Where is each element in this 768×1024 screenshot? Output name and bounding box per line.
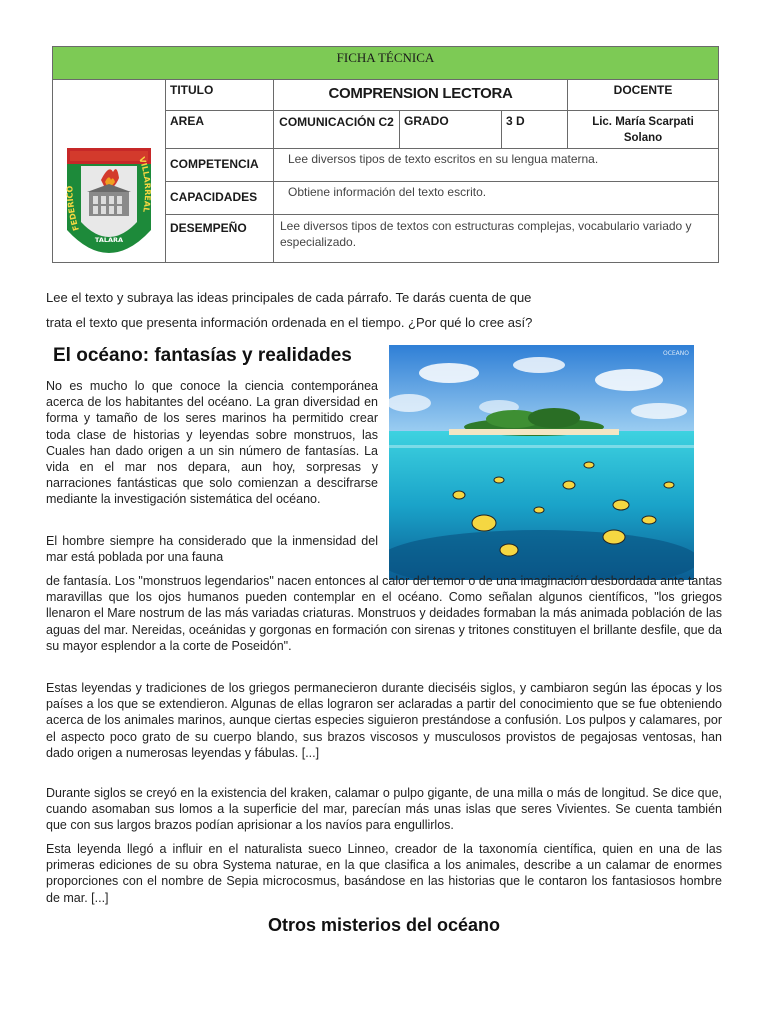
titulo-value: COMPRENSION LECTORA <box>274 80 568 110</box>
article-title: El océano: fantasías y realidades <box>53 345 352 366</box>
area-value: COMUNICACIÓN C2 <box>274 111 400 148</box>
section-subtitle: Otros misterios del océano <box>267 915 501 935</box>
row-competencia <box>166 149 718 182</box>
paragraph-1: No es mucho lo que conoce la ciencia contemporánea acerca de los habitantes del océano. La gran diversidad en forma y tamaño de los seres marinos ha permitido crear toda clase de historias y leyendas sobre monstruos, las Cuales han dado origen a un sin número de fantasías. La vida en el mar nos depara, aun hoy, sorpresas y narraciones fantásticas que solo comienzan a descifrarse mediante la investigación sistemática del océano. <box>46 379 378 507</box>
row-capacidades <box>166 182 718 215</box>
crest-text-left: FEDERICO <box>65 185 81 232</box>
competencia-label: COMPETENCIA <box>166 149 274 181</box>
ocean-photo <box>389 345 694 580</box>
capacidades-label: CAPACIDADES <box>166 182 274 214</box>
school-logo-cell <box>53 80 166 262</box>
capacidades-value: Obtiene información del texto escrito. <box>288 185 487 199</box>
desempeno-label: DESEMPEÑO <box>166 215 274 262</box>
paragraph-4: Durante siglos se creyó en la existencia del kraken, calamar o pulpo gigante, de una milla o más de longitud. Se dice que, cuando asomaban sus lomos a la superficie del mar, parecían más unas islas que seres Vivientes. Se cuenta también que con sus largos brazos podían aprisionar a los navíos para engullirlos. <box>46 786 722 833</box>
row-area <box>166 111 718 149</box>
ficha-grid <box>166 80 718 262</box>
paragraph-2b: de fantasía. Los "monstruos legendarios" nacen entonces al calor del temor o de una imaginación desbordada ante tantas maravillas que los ojos humanos pueden contemplar en el océano. Como señalan algunos científicos, "los griegos llenaron el Mare nostrum de las más variadas criaturas. Monstruos y deidades formaban la más animada población de las aguas del mar. Nereidas, oceánidas y gorgonas en formación con sirenas y tritones constituyen el brillante desfile, que da su mayor esplendor a la corte de Poseidón". <box>46 574 722 653</box>
crest-text-bottom: TALARA <box>94 236 124 244</box>
row-desempeno <box>166 215 718 262</box>
instructions-line-2: trata el texto que presenta información ordenada en el tiempo. ¿Por qué lo cree así? <box>46 315 533 330</box>
school-crest-icon <box>53 80 165 262</box>
photo-watermark: OCEANO <box>662 350 689 357</box>
ocean-island-fish-image <box>389 345 694 580</box>
desempeno-value: Lee diversos tipos de textos con estructuras complejas, vocabulario variado y especializado. <box>280 219 692 249</box>
paragraph-2a: El hombre siempre ha considerado que la inmensidad del mar está poblada por una fauna <box>46 534 378 565</box>
grado-label: GRADO <box>400 111 502 148</box>
competencia-value: Lee diversos tipos de texto escritos en su lengua materna. <box>288 152 599 166</box>
paragraph-5: Esta leyenda llegó a influir en el naturalista sueco Linneo, creador de la taxonomía científica, quien en una de las primeras ediciones de su obra Systema naturae, en la que clasifica a los animales, describe a un calamar de enormes proporciones con el nombre de Sepia microcosmus, basándose en las historias que le contaron los fantasiosos hombre de mar. [...] <box>46 842 722 905</box>
ficha-tecnica-table <box>52 46 719 263</box>
crest-text-right: VILLARREAL <box>137 155 153 213</box>
ficha-heading: FICHA TÉCNICA <box>53 47 718 80</box>
area-label: AREA <box>166 111 274 148</box>
docente-label: DOCENTE <box>613 83 673 97</box>
row-titulo <box>166 80 718 111</box>
paragraph-3: Estas leyendas y tradiciones de los griegos permanecieron durante dieciséis siglos, y cambiaron según las épocas y los países a los que se extendieron. Algunas de ellas lograron ser aclaradas a partir del conocimiento que se fue obteniendo acerca de los animales marinos, aunque ciertas especies siguieron prestándose a confusión. Los pulpos y calamares, por el aspecto poco grato de su cuerpo blando, sus brazos viscosos y musculosos provistos de pegajosas ventosas, han dado origen a numerosas leyendas y fábulas. [...] <box>46 681 722 760</box>
grado-value: 3 D <box>502 111 568 148</box>
docente-value: Lic. María Scarpati Solano <box>592 116 694 144</box>
titulo-label: TITULO <box>166 80 274 110</box>
instructions-line-1: Lee el texto y subraya las ideas principales de cada párrafo. Te darás cuenta de que <box>46 290 532 305</box>
